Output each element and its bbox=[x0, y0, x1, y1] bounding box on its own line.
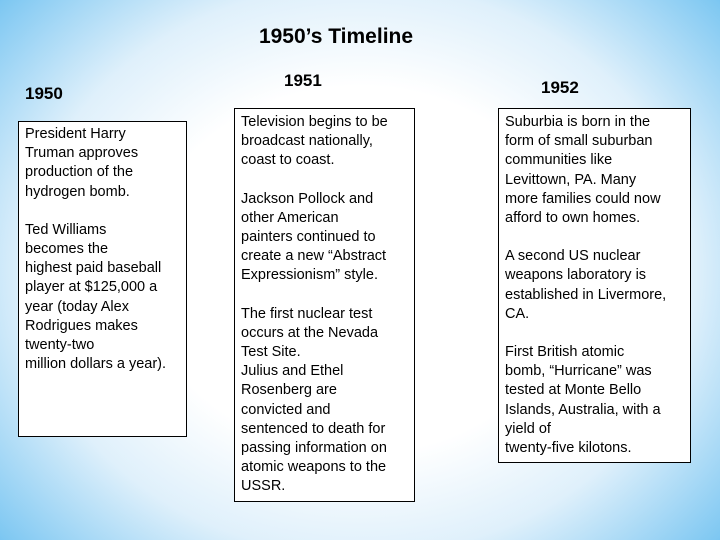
event-1952-suburbia: Suburbia is born in the form of small suburban communities like Levittown, PA. Many more families could now afford to own homes. bbox=[505, 114, 661, 227]
year-label-1952: 1952 bbox=[541, 78, 579, 97]
year-label-1950: 1950 bbox=[25, 84, 63, 103]
timeline-box-1951 bbox=[234, 108, 415, 502]
event-1950-ted-williams: Ted Williams becomes the highest paid baseball player at $125,000 a year (today Alex Rodrigues makes twenty-two million dollars a year). bbox=[25, 221, 167, 373]
year-label-1951: 1951 bbox=[284, 71, 322, 90]
event-1951-nevada-test: The first nuclear test occurs at the Nevada Test Site. Julius and Ethel Rosenberg are convicted and sentenced to death for passing information on atomic weapons to the USSR. bbox=[241, 305, 387, 495]
timeline-box-1950 bbox=[18, 121, 187, 437]
timeline-box-1952 bbox=[498, 108, 691, 463]
slide-title: 1950’s Timeline bbox=[258, 25, 414, 48]
event-1951-jackson-pollock: Jackson Pollock and other American painters continued to create a new “Abstract Expressionism” style. bbox=[241, 190, 387, 284]
event-1950-hydrogen-bomb: President Harry Truman approves production of the hydrogen bomb. bbox=[25, 126, 139, 200]
event-1951-television: Television begins to be broadcast nationally, coast to coast. bbox=[241, 114, 388, 169]
event-1952-hurricane: First British atomic bomb, “Hurricane” was tested at Monte Bello Islands, Australia, with a yield of twenty-five kilotons. bbox=[505, 344, 661, 457]
event-1952-livermore: A second US nuclear weapons laboratory is established in Livermore, CA. bbox=[505, 248, 667, 322]
